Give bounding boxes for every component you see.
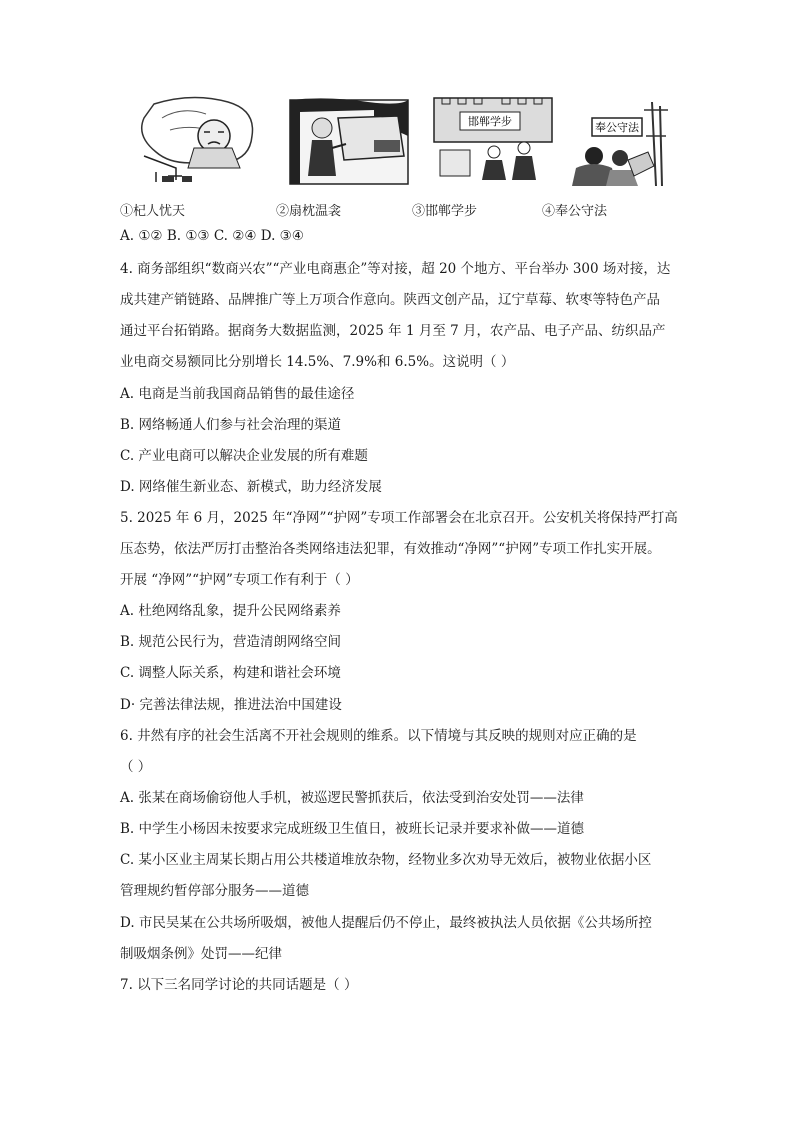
q5-option-c: C. 调整人际关系，构建和谐社会环境 xyxy=(120,665,341,681)
q4-stem-line-1: 4. 商务部组织“数商兴农”“产业电商惠企”等对接，超 20 个地方、平台举办 300 场对接，达 xyxy=(120,261,671,277)
q5-option-b: B. 规范公民行为，营造清朗网络空间 xyxy=(120,634,342,650)
q4-stem-line-3: 通过平台拓销路。据商务大数据监测，2025 年 1 月至 7 月，农产品、电子产品、纺织品产 xyxy=(120,323,666,339)
picture-fenggong-shoufa xyxy=(558,96,672,188)
picture-qiren-youtian xyxy=(132,96,264,188)
q4-option-c: C. 产业电商可以解决企业发展的所有难题 xyxy=(120,448,368,464)
q6-stem-line-1: 6. 井然有序的社会生活离不开社会规则的维系。以下情境与其反映的规则对应正确的是 xyxy=(120,728,637,744)
q5-stem-line-2: 压态势，依法严厉打击整治各类网络违法犯罪，有效推动“净网”“护网”专项工作扎实开展。 xyxy=(120,541,661,557)
q6-option-b: B. 中学生小杨因未按要求完成班级卫生值日，被班长记录并要求补做——道德 xyxy=(120,821,585,837)
q4-option-b: B. 网络畅通人们参与社会治理的渠道 xyxy=(120,417,342,433)
q5-option-d: D· 完善法律法规，推进法治中国建设 xyxy=(120,697,342,713)
fenggong-sign-text: 奉公守法 xyxy=(595,121,639,134)
caption-4: ④奉公守法 xyxy=(542,204,608,219)
q4-stem-line-4: 业电商交易额同比分别增长 14.5%、7.9%和 6.5%。这说明（ ） xyxy=(120,354,515,370)
q3-illustrations xyxy=(118,96,678,192)
q5-stem-line-1: 5. 2025 年 6 月，2025 年“净网”“护网”专项工作部署会在北京召开。公安机关将保持严打高 xyxy=(120,510,678,526)
q6-option-c-line-1: C. 某小区业主周某长期占用公共楼道堆放杂物，经物业多次劝导无效后，被物业依据小区 xyxy=(120,852,652,868)
q4-option-d: D. 网络催生新业态、新模式，助力经济发展 xyxy=(120,479,382,495)
q5-option-a: A. 杜绝网络乱象，提升公民网络素养 xyxy=(120,603,341,619)
q7-stem: 7. 以下三名同学讨论的共同话题是（ ） xyxy=(120,977,358,993)
q6-option-c-line-2: 管理规约暂停部分服务——道德 xyxy=(120,883,309,899)
q6-stem-line-2: （ ） xyxy=(120,759,152,775)
picture-shanzhen-wenqin xyxy=(288,96,410,188)
q6-option-d-line-1: D. 市民吴某在公共场所吸烟，被他人提醒后仍不停止，最终被执法人员依据《公共场所控 xyxy=(120,915,652,931)
caption-2: ②扇枕温衾 xyxy=(276,204,342,219)
q6-option-a: A. 张某在商场偷窃他人手机，被巡逻民警抓获后，依法受到治安处罚——法律 xyxy=(120,790,584,806)
q5-stem-line-3: 开展 “净网”“护网”专项工作有利于（ ） xyxy=(120,572,359,588)
q3-captions xyxy=(120,200,680,222)
q4-stem-line-2: 成共建产销链路、品牌推广等上万项合作意向。陕西文创产品，辽宁草莓、软枣等特色产品 xyxy=(120,292,660,308)
picture-handan-xuebu xyxy=(432,96,554,188)
caption-1: ①杞人忧天 xyxy=(120,204,186,219)
caption-3: ③邯郸学步 xyxy=(412,204,478,219)
q3-options: A. ①② B. ①③ C. ②④ D. ③④ xyxy=(120,228,304,244)
handan-sign-text: 邯郸学步 xyxy=(468,115,512,128)
q6-option-d-line-2: 制吸烟条例》处罚——纪律 xyxy=(120,946,282,962)
q4-option-a: A. 电商是当前我国商品销售的最佳途径 xyxy=(120,386,355,402)
